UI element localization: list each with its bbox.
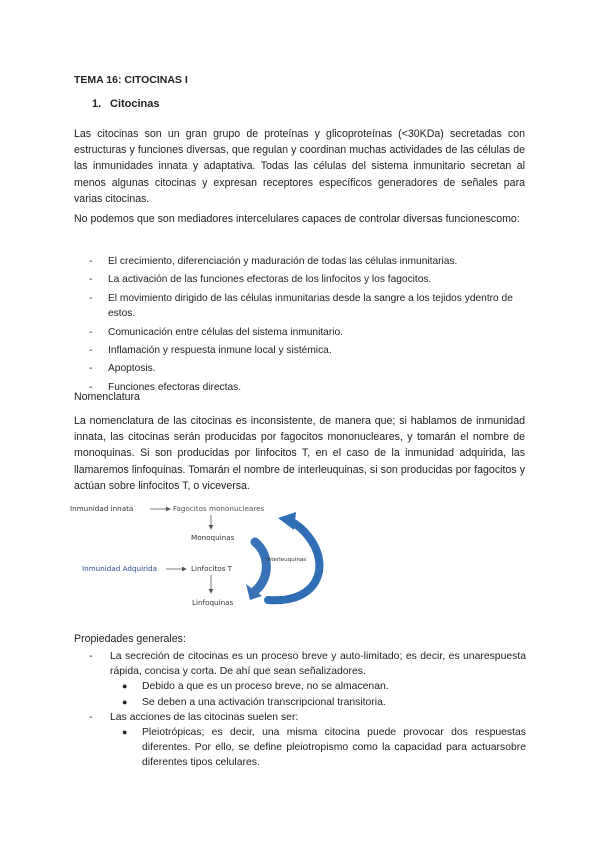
diagram-label-innate: Inmunidad innata: [70, 504, 134, 513]
sub-list-item: [102, 679, 526, 694]
section-number: 1.: [92, 98, 102, 110]
list-item: [74, 272, 524, 287]
list-item-text: El crecimiento, diferenciación y maduración de todas las células inmunitarias.: [108, 256, 458, 267]
curved-arrow-down-icon: [255, 542, 266, 590]
section-heading: [92, 98, 160, 110]
properties-heading: Propiedades generales:: [74, 633, 186, 645]
sub-list: [74, 679, 526, 709]
curved-arrow-up-head: [278, 512, 296, 530]
list-item-text: Inflamación y respuesta inmune local y sistémica.: [108, 345, 332, 357]
diagram-label-monokines: Monoquinas: [191, 533, 235, 542]
sub-list-item: [102, 695, 526, 710]
nomenclature-paragraph: La nomenclatura de las citocinas es inconsistente, de manera que; si hablamos de inmunidad innata, las citocinas serán producidas por fagocitos mononucleares, y tomarán el nombre de monoquinas. Si son producidas por linfocitos T, en el caso de la inmunidad adquirida, las llamaremos linfoquinas. Tomarán el nombre de interleuquinas, si son producidas por fagocitos y actúan sobre linfocitos T, o viceversa.: [74, 415, 525, 492]
functions-list: [74, 254, 524, 395]
list-item: [74, 254, 524, 269]
diagram-label-acquired: Inmunidad Adquirida: [82, 564, 157, 573]
list-item-text: La secreción de citocinas es un proceso breve y auto-limitado; es decir, es unarespuesta rápida, concisa y corta. De ahí que sean señalizadores.: [110, 651, 526, 678]
list-item: [74, 710, 526, 771]
dash-bullet: -: [89, 292, 93, 304]
diagram-label-interleukins: Interleuquinas: [266, 557, 307, 563]
functions-intro-paragraph: No podemos que son mediadores intercelulares capaces de controlar diversas funcionescomo:: [74, 213, 520, 225]
bullet-dot: ●: [122, 696, 128, 707]
list-item: [74, 291, 524, 322]
document-title: TEMA 16: CITOCINAS I: [74, 74, 188, 86]
properties-list: [74, 649, 526, 771]
dash-bullet: -: [89, 345, 93, 357]
sub-list-item: [102, 725, 526, 771]
sub-list: [74, 725, 526, 771]
list-item: [74, 325, 524, 340]
nomenclature-diagram: [70, 496, 340, 614]
sub-list-item-text: Debido a que es un proceso breve, no se almacenan.: [142, 681, 389, 693]
sub-list-item-text: Pleiotrópicas; es decir, una misma citocina puede provocar dos respuestas diferentes. Por ello, se define pleiotropismo como la capacidad para actuarsobre diferentes tipos celulares.: [142, 727, 526, 769]
list-item: [74, 649, 526, 710]
list-item-text: Apoptosis.: [108, 363, 156, 375]
dash-bullet: -: [89, 651, 93, 662]
diagram-label-lymphocytes: Linfocitos T: [191, 564, 233, 573]
bullet-dot: ●: [122, 727, 128, 738]
list-item-text: Funciones efectoras directas.: [108, 381, 242, 393]
list-item-text: El movimiento dirigido de las células inmunitarias desde la sangre a los tejidos ydentro de estos.: [108, 292, 513, 320]
dash-bullet: -: [89, 363, 93, 375]
list-item-text: Comunicación entre células del sistema inmunitario.: [108, 326, 343, 338]
list-item-text: Las acciones de las citocinas suelen ser:: [110, 711, 299, 723]
dash-bullet: -: [89, 711, 93, 723]
list-item: [74, 361, 524, 376]
dash-bullet: -: [89, 274, 93, 286]
diagram-label-lymphokines: Linfoquinas: [192, 598, 234, 607]
section-heading-text: Citocinas: [110, 98, 160, 110]
dash-bullet: -: [89, 326, 93, 338]
list-item-text: La activación de las funciones efectoras de los linfocitos y los fagocitos.: [108, 274, 432, 286]
list-item: [74, 343, 524, 358]
intro-paragraph: Las citocinas son un gran grupo de proteínas y glicoproteínas (<30KDa) secretadas con estructuras y funciones diversas, que regulan y coordinan muchas actividades de las células de las inmunidades innata y adaptativa. Todas las células del sistema inmunitario secretan al menos algunas citocinas y expresan receptores específicos generadores de señales para varias citocinas.: [74, 128, 525, 205]
sub-list-item-text: Se deben a una activación transcripcional transitoria.: [142, 696, 386, 708]
dash-bullet: -: [89, 381, 93, 393]
diagram-arrows: [70, 496, 340, 614]
dash-bullet: -: [89, 256, 93, 267]
list-item: [74, 380, 524, 395]
nomenclature-heading: Nomenclatura: [74, 391, 140, 403]
bullet-dot: ●: [122, 681, 128, 692]
diagram-label-phagocytes: Fagocitos mononucleares: [173, 504, 265, 513]
